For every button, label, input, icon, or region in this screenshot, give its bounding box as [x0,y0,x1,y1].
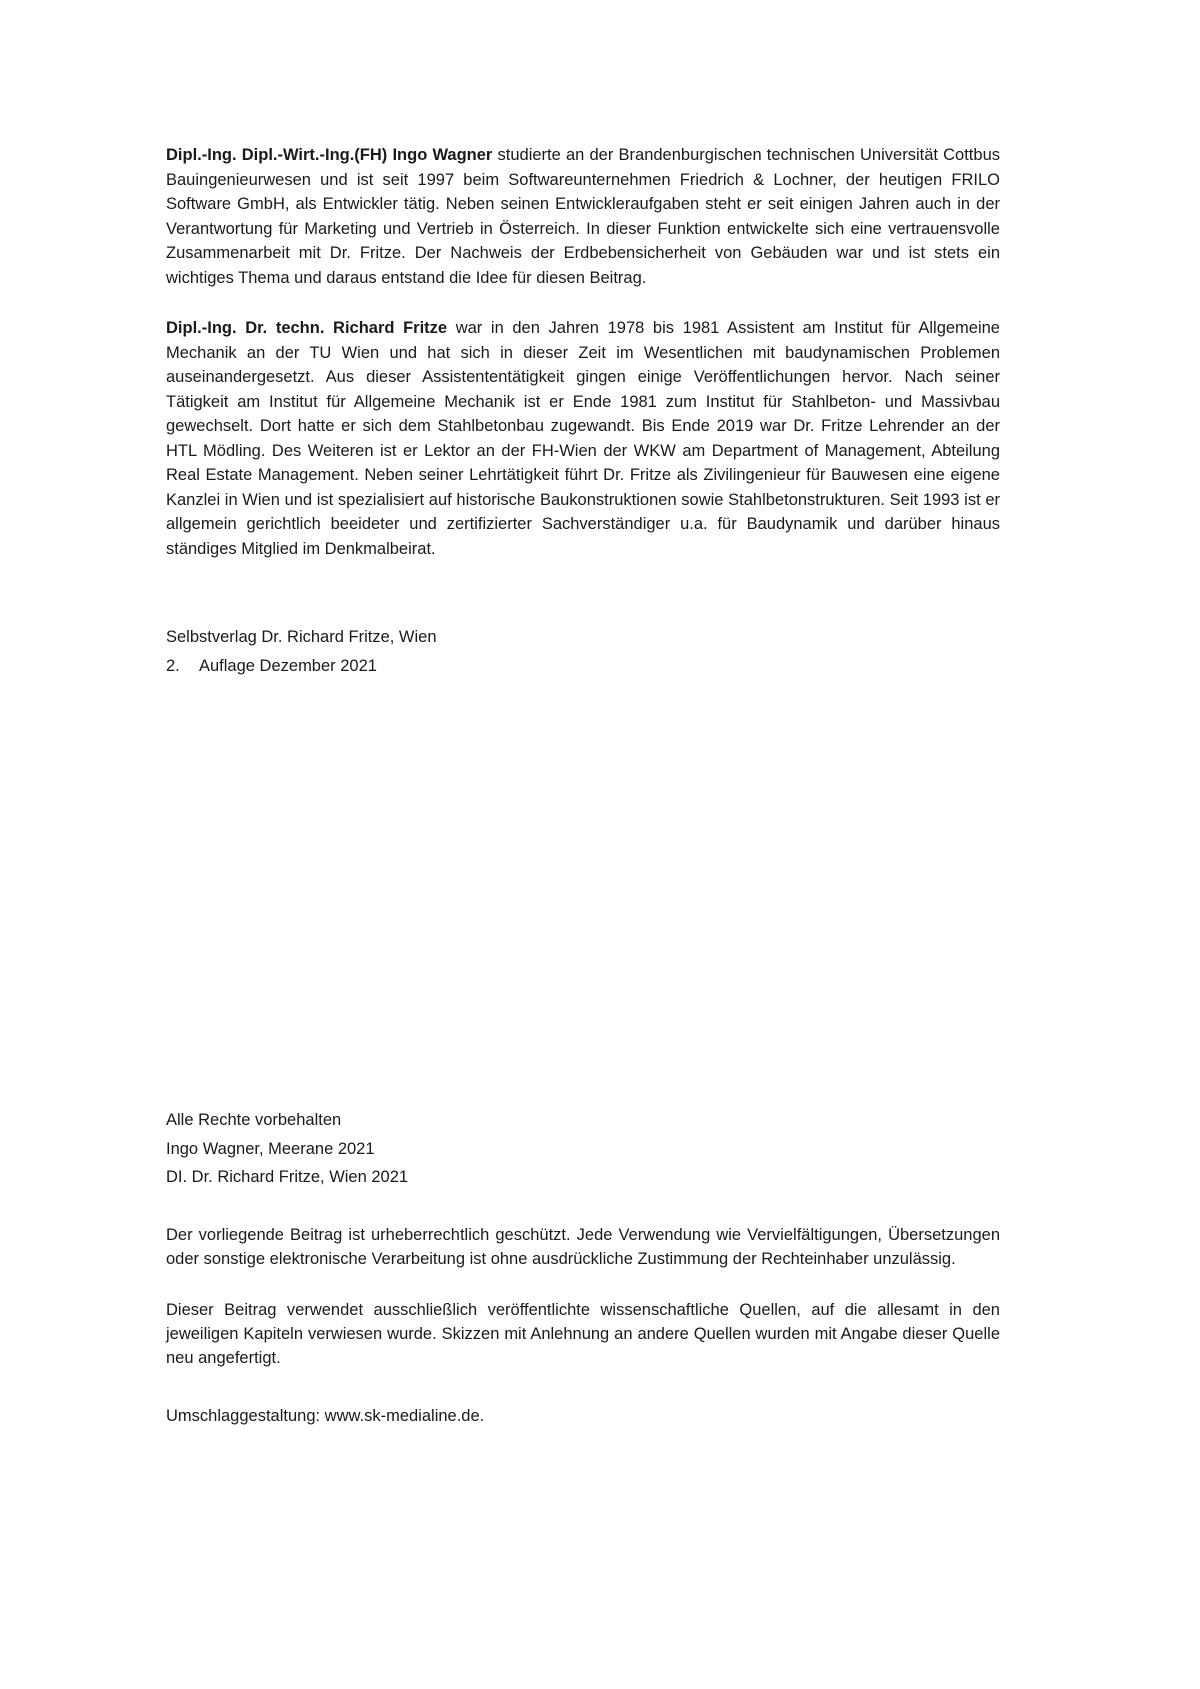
edition-number: 2. [166,656,180,675]
bio-wagner [166,143,1000,290]
edition-text: Auflage Dezember 2021 [199,656,377,675]
copyright-notice-2: Dieser Beitrag verwendet ausschließlich veröffentlichte wissenschaftliche Quellen, auf die allesamt in den jeweiligen Kapiteln verwiesen wurde. Skizzen mit Anlehnung an andere Quellen wurden mit Angabe dieser Quelle neu angefertigt. [166,1301,1000,1367]
cover-design-line: Umschlaggestaltung: www.sk-medialine.de. [166,1407,485,1425]
bio-wagner-text: studierte an der Brandenburgischen technischen Universität Cottbus Bauingenieurwesen und ist seit 1997 beim Softwareunternehmen Friedrich & Lochner, der heutigen FRILO Software GmbH, als Entwickler tätig. Neben seinen Entwickleraufgaben steht er seit einigen Jahren auch in der Verantwortung für Marketing und Vertrieb in Österreich. In dieser Funktion entwickelte sich eine vertrauensvolle Zusammenarbeit mit Dr. Fritze. Der Nachweis der Erdbebensicherheit von Gebäuden war und ist stets ein wichtiges Thema und daraus entstand die Idee für diesen Beitrag. [166,146,1000,287]
rights-block [166,1106,1000,1192]
bio-fritze-name: Dipl.-Ing. Dr. techn. Richard Fritze [166,319,448,337]
bio-fritze-text: war in den Jahren 1978 bis 1981 Assistent am Institut für Allgemeine Mechanik an der TU Wien und hat sich in dieser Zeit im Wesentlichen mit baudynamischen Problemen auseinandergesetzt. Aus dieser Assistententätigkeit gingen einige Veröffentlichungen hervor. Nach seiner Tätigkeit am Institut für Allgemeine Mechanik ist er Ende 1981 zum Institut für Stahlbeton- und Massivbau gewechselt. Dort hatte er sich dem Stahlbetonbau zugewandt. Bis Ende 2019 war Dr. Fritze Lehrender an der HTL Mödling. Des Weiteren ist er Lektor an der FH-Wien der WKW am Department of Management, Abteilung Real Estate Management. Neben seiner Lehrtätigkeit führt Dr. Fritze als Zivilingenieur für Bauwesen eine eigene Kanzlei in Wien und ist spezialisiert auf historische Baukonstruktionen sowie Stahlbetonstrukturen. Seit 1993 ist er allgemein gerichtlich beeideter und zertifizierter Sachverständiger u.a. für Baudynamik und darüber hinaus ständiges Mitglied im Denkmalbeirat. [166,319,1000,558]
edition-line [166,652,1000,681]
cover-design-block [166,1402,1000,1431]
publisher-block [166,623,1000,680]
rights-line-3: DI. Dr. Richard Fritze, Wien 2021 [166,1168,409,1186]
bio-wagner-name: Dipl.-Ing. Dipl.-Wirt.-Ing.(FH) Ingo Wagner [166,146,493,164]
rights-line-2: Ingo Wagner, Meerane 2021 [166,1139,375,1158]
bio-fritze [166,316,1000,561]
rights-line-1: Alle Rechte vorbehalten [166,1111,342,1129]
publisher-line: Selbstverlag Dr. Richard Fritze, Wien [166,628,437,646]
author-bios [166,143,1000,561]
copyright-notice-1: Der vorliegende Beitrag ist urheberrechtlich geschützt. Jede Verwendung wie Vervielfältigungen, Übersetzungen oder sonstige elektronische Verarbeitung ist ohne ausdrückliche Zustimmung der Rechteinhaber unzulässig. [166,1226,1000,1268]
